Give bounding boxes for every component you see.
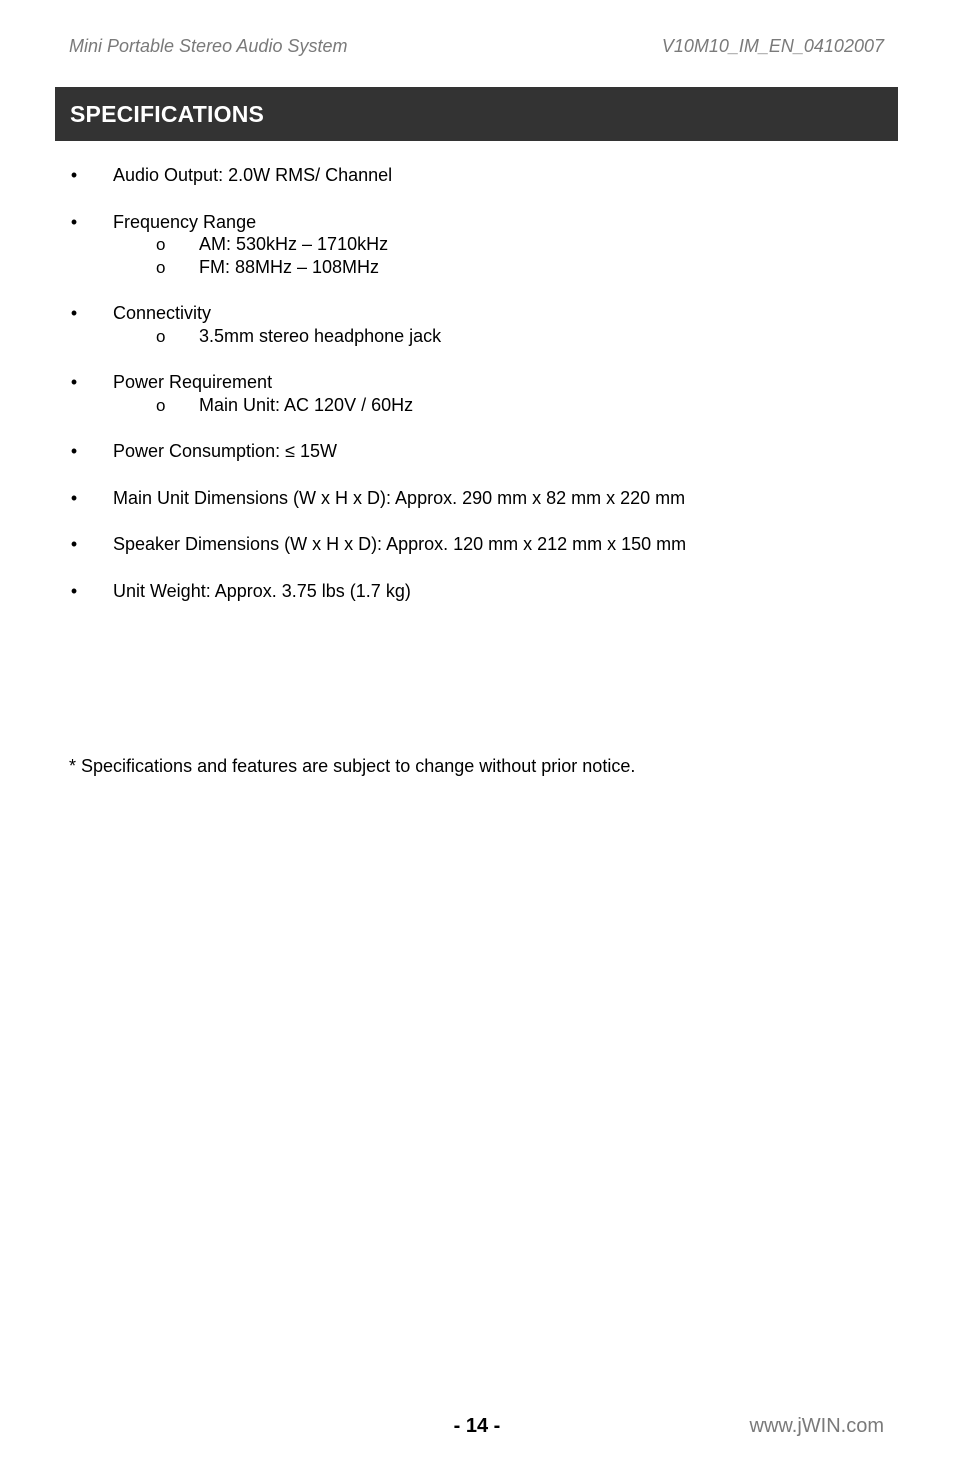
spec-sub-item-text: 3.5mm stereo headphone jack (199, 325, 442, 346)
spec-item (0, 580, 954, 603)
spec-item-text: Frequency Range (113, 211, 257, 232)
spec-sub-list (0, 325, 954, 348)
spec-sub-item (0, 233, 954, 256)
spec-item (0, 533, 954, 556)
spec-sub-list (0, 233, 954, 278)
bullet-icon: • (70, 372, 78, 392)
page-number: - 14 - (453, 1415, 501, 1437)
spec-item (0, 164, 954, 187)
spec-sub-item (0, 394, 954, 417)
spec-item-text: Audio Output: 2.0W RMS/ Channel (113, 165, 393, 185)
spec-item-text: Unit Weight: Approx. 3.75 lbs (1.7 kg) (113, 580, 411, 601)
spec-item-text: Main Unit Dimensions (W x H x D): Approx. 290 mm x 82 mm x 220 mm (113, 487, 686, 508)
header-doc-code: V10M10_IM_EN_04102007 (661, 36, 884, 56)
sub-bullet-icon: o (156, 395, 166, 415)
spec-item (0, 487, 954, 510)
spec-item (0, 440, 954, 463)
spec-sub-item-text: AM: 530kHz – 1710kHz (199, 234, 389, 254)
spec-item-text: Speaker Dimensions (W x H x D): Approx. 120 mm x 212 mm x 150 mm (113, 534, 687, 554)
section-header-bar (55, 87, 898, 141)
spec-item-text: Power Requirement (113, 372, 273, 392)
spec-sub-item-text: Main Unit: AC 120V / 60Hz (199, 394, 414, 415)
bullet-icon: • (70, 441, 78, 461)
bullet-icon: • (70, 211, 78, 232)
website-url: www.jWIN.com (749, 1415, 884, 1437)
sub-bullet-icon: o (156, 326, 166, 346)
spec-item (0, 211, 954, 279)
spec-sub-item (0, 256, 954, 279)
spec-item (0, 302, 954, 347)
bullet-icon: • (70, 487, 78, 508)
sub-bullet-icon: o (156, 235, 166, 254)
spec-sub-item (0, 325, 954, 348)
section-title: SPECIFICATIONS (70, 101, 265, 127)
spec-item (0, 371, 954, 416)
bullet-icon: • (70, 534, 78, 554)
bullet-icon: • (70, 303, 78, 323)
spec-sub-list (0, 394, 954, 417)
bullet-icon: • (70, 165, 78, 185)
header-product-name: Mini Portable Stereo Audio System (69, 36, 348, 56)
specifications-list (0, 164, 954, 626)
footnote: * Specifications and features are subject to change without prior notice. (69, 756, 636, 776)
sub-bullet-icon: o (156, 257, 166, 277)
spec-sub-item-text: FM: 88MHz – 108MHz (199, 256, 380, 277)
spec-item-text: Power Consumption: ≤ 15W (113, 441, 337, 461)
bullet-icon: • (70, 580, 78, 601)
spec-item-text: Connectivity (113, 303, 212, 323)
